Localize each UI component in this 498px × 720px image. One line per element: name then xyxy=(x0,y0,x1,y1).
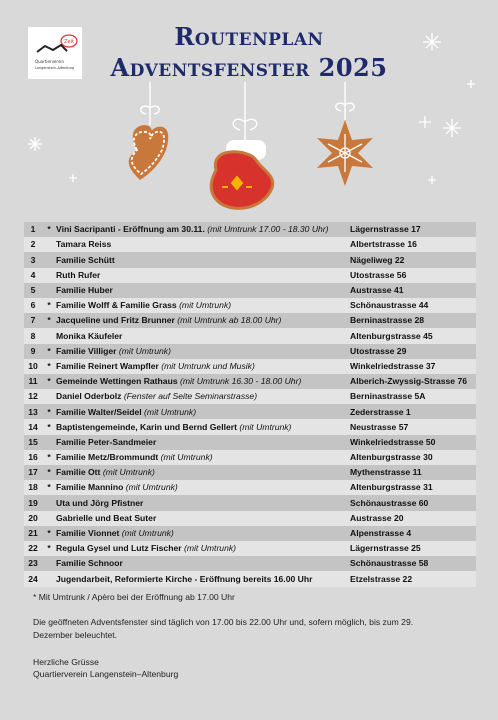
mitten-cookie-icon xyxy=(211,140,273,208)
table-row xyxy=(24,419,476,434)
host-name-text: Gabrielle und Beat Suter xyxy=(56,512,157,523)
umtrunk-marker: * xyxy=(42,298,56,313)
host-name-text: Familie Peter-Sandmeier xyxy=(56,436,157,447)
day-number: 2 xyxy=(24,237,42,252)
day-number: 9 xyxy=(24,344,42,359)
umtrunk-marker: * xyxy=(42,344,56,359)
address: Etzelstrasse 22 xyxy=(350,571,476,586)
host-note: (mit Umtrunk) xyxy=(102,467,155,478)
address: Altenburgstrasse 30 xyxy=(350,450,476,465)
umtrunk-marker: * xyxy=(42,526,56,541)
table-row xyxy=(24,313,476,328)
route-table xyxy=(24,222,476,587)
host-name-text: Monika Käufeler xyxy=(56,330,123,341)
address: Mythenstrasse 11 xyxy=(350,465,476,480)
address: Alberich-Zwyssig-Strasse 76 xyxy=(350,374,476,389)
host-name xyxy=(56,222,350,237)
logo-text-bottom: Langenstein–Altenburg xyxy=(35,66,75,70)
umtrunk-marker xyxy=(42,556,56,571)
host-name xyxy=(56,541,350,556)
table-row xyxy=(24,268,476,283)
umtrunk-marker xyxy=(42,511,56,526)
umtrunk-marker xyxy=(42,237,56,252)
day-number: 19 xyxy=(24,495,42,510)
day-number: 6 xyxy=(24,298,42,313)
host-name xyxy=(56,313,350,328)
day-number: 3 xyxy=(24,252,42,267)
host-note: (mit Umtrunk) xyxy=(125,482,178,493)
christmas-decoration xyxy=(0,0,498,220)
table-row xyxy=(24,556,476,571)
address: Altenburgstrasse 45 xyxy=(350,328,476,343)
address: Berninastrasse 5A xyxy=(350,389,476,404)
table-row xyxy=(24,526,476,541)
day-number: 21 xyxy=(24,526,42,541)
host-name-text: Ruth Rufer xyxy=(56,269,101,280)
host-name xyxy=(56,571,350,586)
host-note: (mit Umtrunk) xyxy=(144,406,197,417)
host-name xyxy=(56,495,350,510)
host-note: (mit Umtrunk und Musik) xyxy=(161,360,255,371)
table-row xyxy=(24,298,476,313)
host-name xyxy=(56,556,350,571)
address: Nägeliweg 22 xyxy=(350,252,476,267)
address: Schönaustrasse 44 xyxy=(350,298,476,313)
host-name-text: Baptistengemeinde, Karin und Bernd Gellert xyxy=(56,421,237,432)
umtrunk-marker xyxy=(42,268,56,283)
host-note: (Fenster auf Seite Seminarstrasse) xyxy=(123,391,258,402)
umtrunk-marker: * xyxy=(42,313,56,328)
table-row xyxy=(24,571,476,586)
umtrunk-marker xyxy=(42,495,56,510)
address: Austrasse 20 xyxy=(350,511,476,526)
day-number: 7 xyxy=(24,313,42,328)
day-number: 4 xyxy=(24,268,42,283)
host-name-text: Vini Sacripanti - Eröffnung am 30.11. xyxy=(56,224,205,235)
host-name-text: Familie Villiger xyxy=(56,345,117,356)
day-number: 20 xyxy=(24,511,42,526)
address: Utostrasse 29 xyxy=(350,344,476,359)
umtrunk-marker: * xyxy=(42,541,56,556)
umtrunk-marker xyxy=(42,435,56,450)
page-title-line2: Adventsfenster 2025 xyxy=(110,53,388,82)
umtrunk-marker xyxy=(42,571,56,586)
day-number: 1 xyxy=(24,222,42,237)
umtrunk-marker: * xyxy=(42,480,56,495)
day-number: 8 xyxy=(24,328,42,343)
address: Austrasse 41 xyxy=(350,283,476,298)
table-row xyxy=(24,389,476,404)
table-row xyxy=(24,435,476,450)
host-name-text: Familie Vionnet xyxy=(56,528,120,539)
host-name-text: Familie Reinert Wampfler xyxy=(56,360,159,371)
table-row xyxy=(24,252,476,267)
host-name-text: Daniel Oderbolz xyxy=(56,391,122,402)
umtrunk-marker xyxy=(42,252,56,267)
umtrunk-marker xyxy=(42,389,56,404)
table-row xyxy=(24,495,476,510)
address: Alpenstrasse 4 xyxy=(350,526,476,541)
host-name-text: Familie Walter/Seidel xyxy=(56,406,142,417)
address: Albertstrasse 16 xyxy=(350,237,476,252)
umtrunk-marker xyxy=(42,283,56,298)
host-name-text: Familie Wolff & Familie Grass xyxy=(56,300,177,311)
address: Utostrasse 56 xyxy=(350,268,476,283)
host-name xyxy=(56,526,350,541)
table-row xyxy=(24,283,476,298)
address: Altenburgstrasse 31 xyxy=(350,480,476,495)
day-number: 24 xyxy=(24,571,42,586)
host-name xyxy=(56,450,350,465)
info-text: Die geöffneten Adventsfenster sind täglich von 17.00 bis 22.00 Uhr und, sofern möglich, bis zum 29. Dezember beleuchtet. xyxy=(33,617,414,640)
day-number: 16 xyxy=(24,450,42,465)
host-name-text: Familie Huber xyxy=(56,285,113,296)
host-name-text: Familie Metz/Brommundt xyxy=(56,452,159,463)
day-number: 22 xyxy=(24,541,42,556)
host-name xyxy=(56,237,350,252)
host-name xyxy=(56,328,350,343)
table-row xyxy=(24,450,476,465)
address: Lägernstrasse 17 xyxy=(350,222,476,237)
logo-badge: Zeit xyxy=(64,39,74,45)
footnote: * Mit Umtrunk / Apèro bei der Eröffnung ab 17.00 Uhr xyxy=(33,592,235,602)
logo-text-top: Quartierverein xyxy=(35,59,65,64)
host-note: (mit Umtrunk) xyxy=(179,300,232,311)
host-note: (mit Umtrunk ab 18.00 Uhr) xyxy=(177,315,282,326)
address: Zederstrasse 1 xyxy=(350,404,476,419)
table-row xyxy=(24,480,476,495)
umtrunk-marker: * xyxy=(42,374,56,389)
table-row xyxy=(24,237,476,252)
host-name-text: Jacqueline und Fritz Brunner xyxy=(56,315,175,326)
day-number: 10 xyxy=(24,359,42,374)
umtrunk-marker: * xyxy=(42,222,56,237)
host-name-text: Familie Ott xyxy=(56,467,101,478)
umtrunk-marker: * xyxy=(42,450,56,465)
day-number: 11 xyxy=(24,374,42,389)
host-note: (mit Umtrunk) xyxy=(160,452,213,463)
host-name xyxy=(56,404,350,419)
host-note: (mit Umtrunk) xyxy=(239,421,292,432)
umtrunk-marker: * xyxy=(42,404,56,419)
day-number: 17 xyxy=(24,465,42,480)
day-number: 14 xyxy=(24,419,42,434)
host-name xyxy=(56,435,350,450)
table-row xyxy=(24,359,476,374)
greeting: Herzliche Grüsse xyxy=(33,657,99,667)
day-number: 15 xyxy=(24,435,42,450)
umtrunk-marker xyxy=(42,328,56,343)
host-name-text: Tamara Reiss xyxy=(56,239,112,250)
address: Neustrasse 57 xyxy=(350,419,476,434)
host-note: (mit Umtrunk) xyxy=(121,528,174,539)
host-name-text: Familie Schnoor xyxy=(56,558,123,569)
address: Schönaustrasse 58 xyxy=(350,556,476,571)
host-name xyxy=(56,511,350,526)
umtrunk-marker: * xyxy=(42,465,56,480)
host-name-text: Uta und Jörg Pfistner xyxy=(56,497,144,508)
host-name-text: Familie Schütt xyxy=(56,254,115,265)
day-number: 13 xyxy=(24,404,42,419)
host-note: (mit Umtrunk 16.30 - 18.00 Uhr) xyxy=(180,376,302,387)
host-note: (mit Umtrunk 17.00 - 18.30 Uhr) xyxy=(207,224,329,235)
table-row xyxy=(24,344,476,359)
table-row xyxy=(24,511,476,526)
sender: Quartierverein Langenstein–Altenburg xyxy=(33,669,179,679)
host-name xyxy=(56,252,350,267)
host-name xyxy=(56,480,350,495)
host-name xyxy=(56,359,350,374)
host-name xyxy=(56,374,350,389)
umtrunk-marker: * xyxy=(42,419,56,434)
hanging-strings xyxy=(141,82,354,140)
heart-cookie-icon xyxy=(129,125,169,180)
table-row xyxy=(24,374,476,389)
host-name xyxy=(56,268,350,283)
host-name xyxy=(56,465,350,480)
table-row xyxy=(24,465,476,480)
address: Berninastrasse 28 xyxy=(350,313,476,328)
address: Winkelriedstrasse 37 xyxy=(350,359,476,374)
host-name-text: Regula Gysel und Lutz Fischer xyxy=(56,543,182,554)
host-name-text: Jugendarbeit, Reformierte Kirche - Eröffnung bereits 16.00 Uhr xyxy=(56,573,313,584)
day-number: 5 xyxy=(24,283,42,298)
address: Lägernstrasse 25 xyxy=(350,541,476,556)
table-row xyxy=(24,404,476,419)
day-number: 23 xyxy=(24,556,42,571)
umtrunk-marker: * xyxy=(42,359,56,374)
host-name xyxy=(56,344,350,359)
address: Schönaustrasse 60 xyxy=(350,495,476,510)
table-row xyxy=(24,222,476,237)
host-name xyxy=(56,283,350,298)
host-name xyxy=(56,389,350,404)
day-number: 18 xyxy=(24,480,42,495)
host-name xyxy=(56,419,350,434)
day-number: 12 xyxy=(24,389,42,404)
host-note: (mit Umtrunk) xyxy=(118,345,171,356)
star-cookie-icon xyxy=(317,120,373,186)
table-row xyxy=(24,328,476,343)
host-name-text: Familie Mannino xyxy=(56,482,124,493)
host-note: (mit Umtrunk) xyxy=(183,543,237,554)
host-name xyxy=(56,298,350,313)
host-name-text: Gemeinde Wettingen Rathaus xyxy=(56,376,178,387)
table-row xyxy=(24,541,476,556)
page-title-line1: Routenplan xyxy=(174,22,324,51)
address: Winkelriedstrasse 50 xyxy=(350,435,476,450)
